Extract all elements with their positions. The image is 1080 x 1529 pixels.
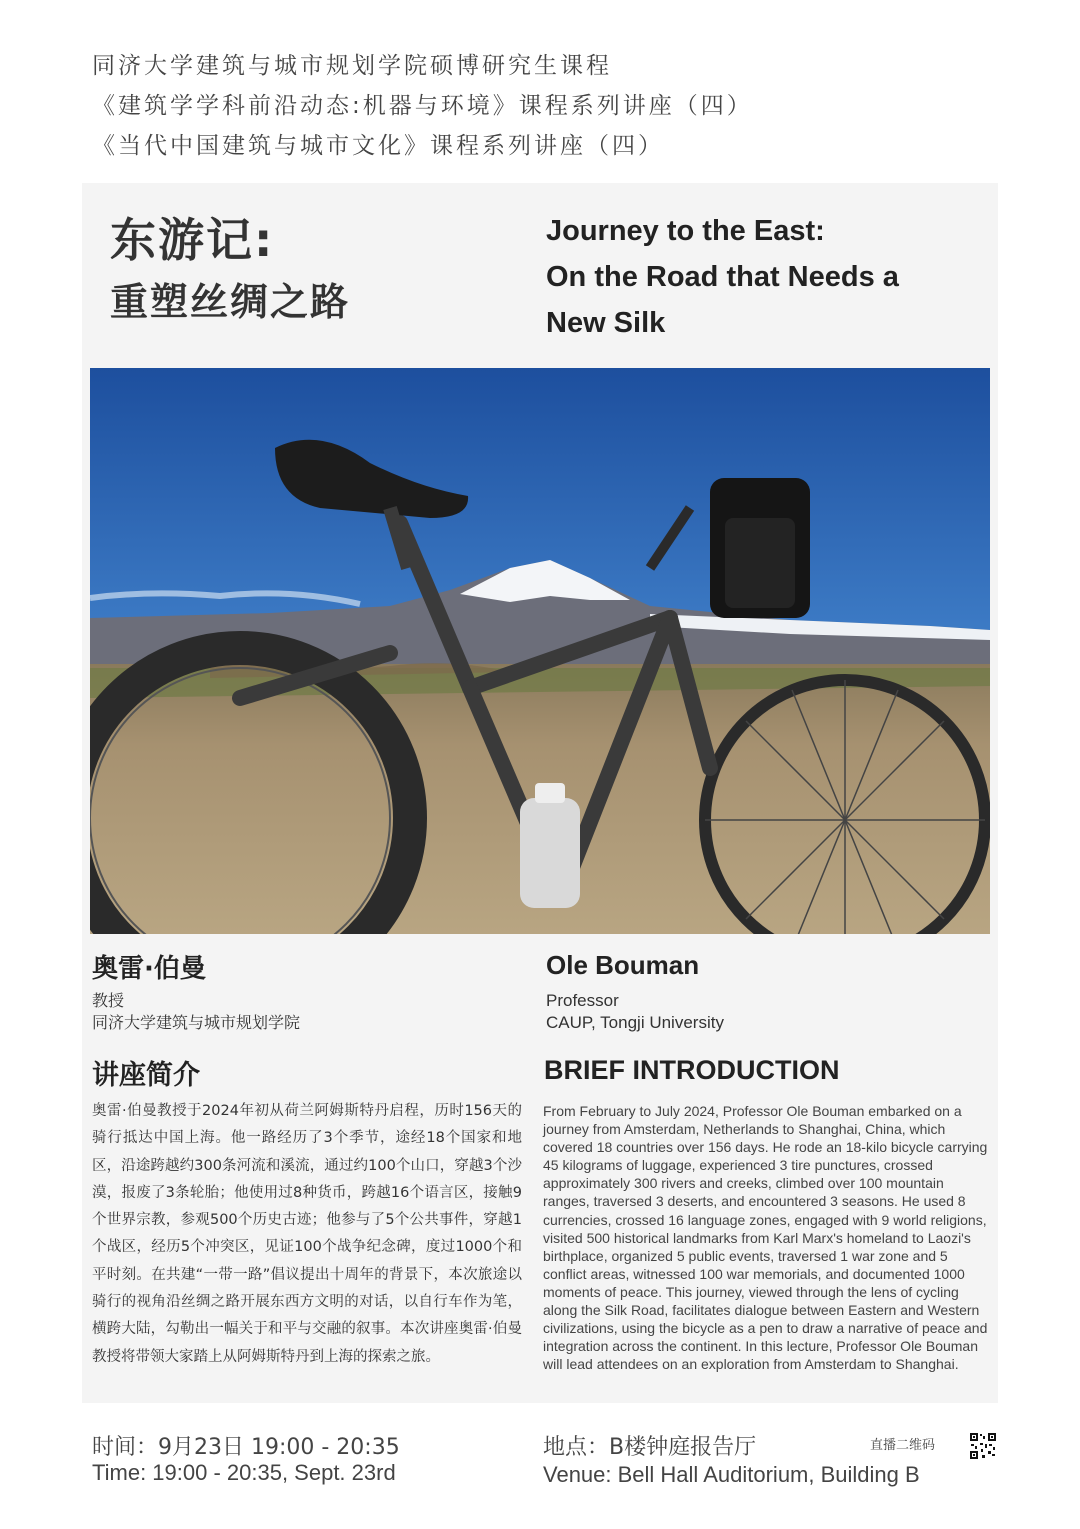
speaker-affiliation-en: CAUP, Tongji University: [546, 1013, 724, 1032]
speaker-role-en: [546, 990, 724, 1034]
time-en: Time: 19:00 - 20:35, Sept. 23rd: [92, 1460, 396, 1485]
title-zh-line-1: 东游记:: [110, 213, 275, 267]
time-zh: 时间：9月23日 19:00 - 20:35: [92, 1435, 400, 1460]
intro-heading-en: BRIEF INTRODUCTION: [544, 1055, 840, 1085]
intro-text-zh: 奥雷·伯曼教授于2024年初从荷兰阿姆斯特丹启程，历时156天的骑行抵达中国上海。他一路经历了3个季节，途经18个国家和地区，沿途跨越约300条河流和溪流，通过约100个山口，穿越3个沙漠，报废了3条轮胎；他使用过8种货币，跨越16个语言区，接触9个世界宗教，参观500个历史古迹；他参与了5个公共事件，穿越1个战区，经历5个冲突区，见证100个战争纪念碑，度过1000个和平时刻。在共建“一带一路”倡议提出十周年的背景下，本次旅途以骑行的视角沿丝绸之路开展东西方文明的对话，以自行车作为笔，横跨大陆，勾勒出一幅关于和平与交融的叙事。本次讲座奥雷·伯曼教授将带领大家踏上从阿姆斯特丹到上海的探索之旅。: [92, 1103, 522, 1365]
header-line-1: 同济大学建筑与城市规划学院硕博研究生课程: [92, 53, 612, 79]
livestream-qr-code-icon[interactable]: [969, 1432, 997, 1460]
speaker-title-en: Professor: [546, 991, 619, 1010]
speaker-title-zh: 教授: [92, 991, 125, 1010]
header-line-2: 《建筑学学科前沿动态:机器与环境》课程系列讲座（四）: [92, 93, 753, 119]
venue-en: Venue: Bell Hall Auditorium, Building B: [543, 1462, 920, 1487]
venue-zh: 地点：B楼钟庭报告厅: [543, 1435, 757, 1460]
header-line-3: 《当代中国建筑与城市文化》课程系列讲座（四）: [92, 133, 664, 159]
title-en: [546, 208, 976, 346]
speaker-affiliation-zh: 同济大学建筑与城市规划学院: [92, 1013, 301, 1032]
title-en-line-3: New Silk: [546, 307, 666, 339]
course-header: [92, 46, 992, 166]
title-en-line-1: Journey to the East:: [546, 215, 825, 247]
intro-text-en: From February to July 2024, Professor Ole Bouman embarked on a journey from Amsterdam, Netherlands to Shanghai, China, which covered 18 countries over 156 days. He rode an 18-kilo bicycle carrying 45 kilograms of luggage, experienced 3 tire punctures, crossed approximately 300 rivers and creeks, climbed over 100 mountain ranges, traversed 3 deserts, and encountered 3 seasons. He used 8 currencies, crossed 16 language zones, engaged with 9 world religions, visited 500 historical landmarks from Karl Marx's homeland to Laozi's birthplace, organized 5 public events, traversed 1 war zone and 5 conflict areas, witnessed 100 war memorials, and documented 1000 moments of peace. This journey, viewed through the lens of cycling along the Silk Road, facilitates dialogue between Eastern and Western civilizations, using the bicycle as a pen to draw a narrative of peace and integration across the continent. In this lecture, Professor Ole Bouman will lead attendees on an exploration from Amsterdam to Shanghai.: [543, 1103, 988, 1373]
title-zh: [110, 212, 350, 330]
speaker-role-zh: [92, 990, 300, 1034]
qr-label: 直播二维码: [870, 1438, 936, 1453]
speaker-name-en: Ole Bouman: [546, 950, 700, 980]
title-zh-line-2: 重塑丝绸之路: [110, 280, 351, 324]
bicycle-photo: [90, 368, 990, 934]
intro-heading-zh: 讲座简介: [92, 1060, 200, 1091]
speaker-name-zh: 奥雷·伯曼: [92, 954, 206, 984]
title-en-line-2: On the Road that Needs a: [546, 261, 899, 293]
